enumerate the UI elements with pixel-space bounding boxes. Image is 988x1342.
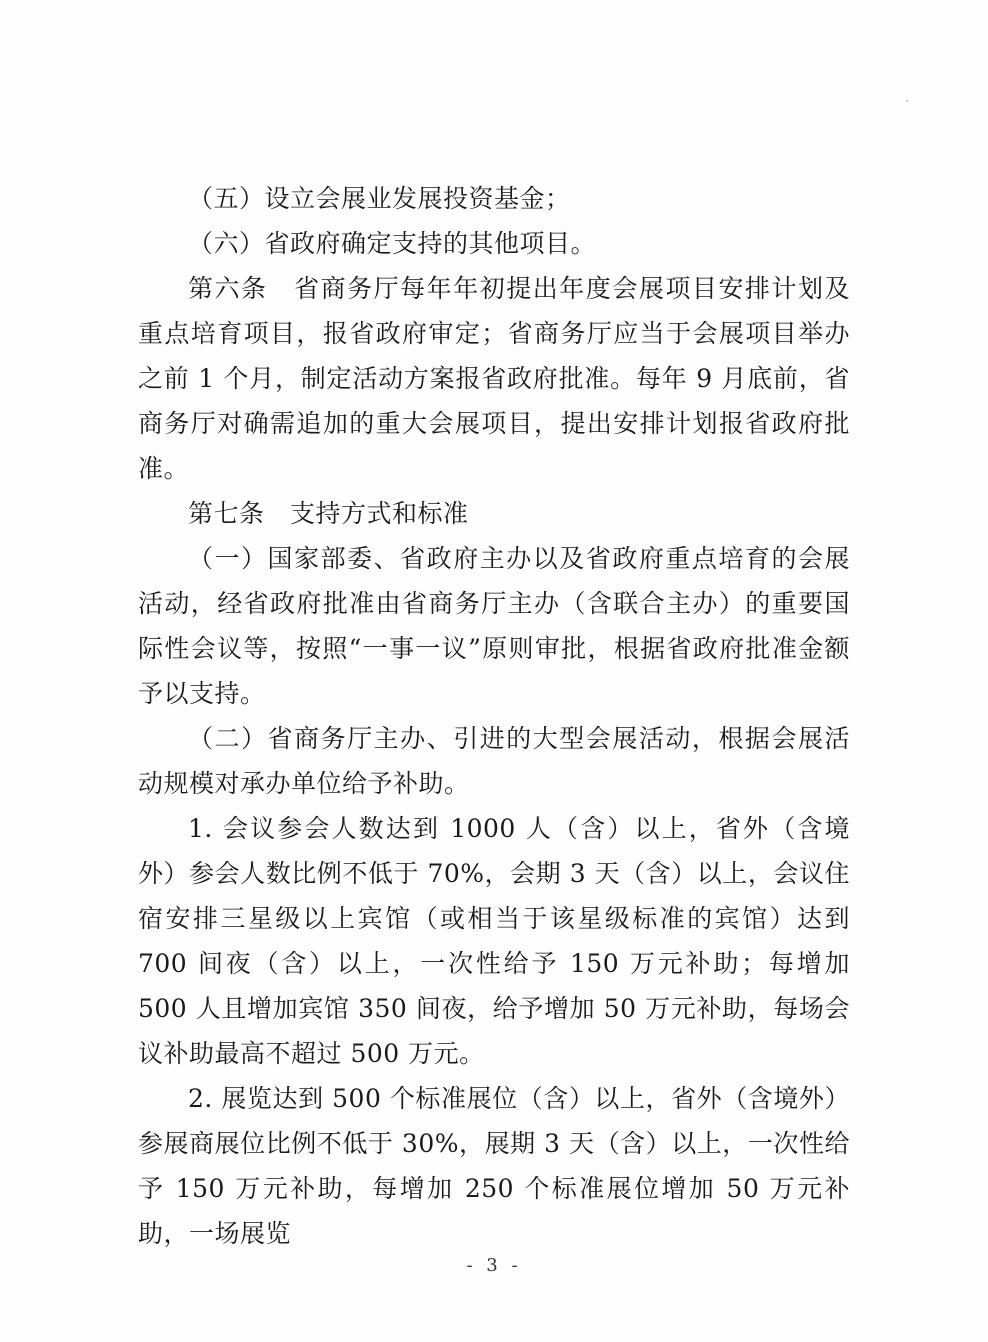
paragraph-article-7-heading: 第七条 支持方式和标准: [188, 499, 469, 528]
document-body: [138, 176, 850, 1256]
page-number: - 3 -: [466, 1255, 522, 1276]
paragraph-clause-1: 1. 会议参会人数达到 1000 人（含）以上，省外（含境外）参会人数比例不低于 70%，会期 3 天（含）以上，会议住宿安排三星级以上宾馆（或相当于该星级标准的宾馆）达到 700 间夜（含）以上，一次性给予 150 万元补助；每增加 500 人且增加宾馆 350 间夜，给予增加 50 万元补助，每场会议补助最高不超过 500 万元。: [138, 814, 850, 1068]
paragraph-item-5: （五）设立会展业发展投资基金；: [188, 184, 571, 213]
scan-speck: [906, 100, 908, 102]
paragraph-clause-2: 2. 展览达到 500 个标准展位（含）以上，省外（含境外）参展商展位比例不低于 30%，展期 3 天（含）以上，一次性给予 150 万元补助，每增加 250 个标准展位增加 50 万元补助，一场展览: [138, 1084, 850, 1248]
paragraph-section-1: （一）国家部委、省政府主办以及省政府重点培育的会展活动，经省政府批准由省商务厅主办（含联合主办）的重要国际性会议等，按照“一事一议”原则审批，根据省政府批准金额予以支持。: [138, 544, 850, 708]
paragraph-section-2: （二）省商务厅主办、引进的大型会展活动，根据会展活动规模对承办单位给予补助。: [138, 724, 850, 798]
paragraph-article-6: 第六条 省商务厅每年年初提出年度会展项目安排计划及重点培育项目，报省政府审定；省商务厅应当于会展项目举办之前 1 个月，制定活动方案报省政府批准。每年 9 月底前，省商务厅对确需追加的重大会展项目，提出安排计划报省政府批准。: [138, 274, 850, 483]
paragraph-item-6: （六）省政府确定支持的其他项目。: [188, 229, 597, 258]
